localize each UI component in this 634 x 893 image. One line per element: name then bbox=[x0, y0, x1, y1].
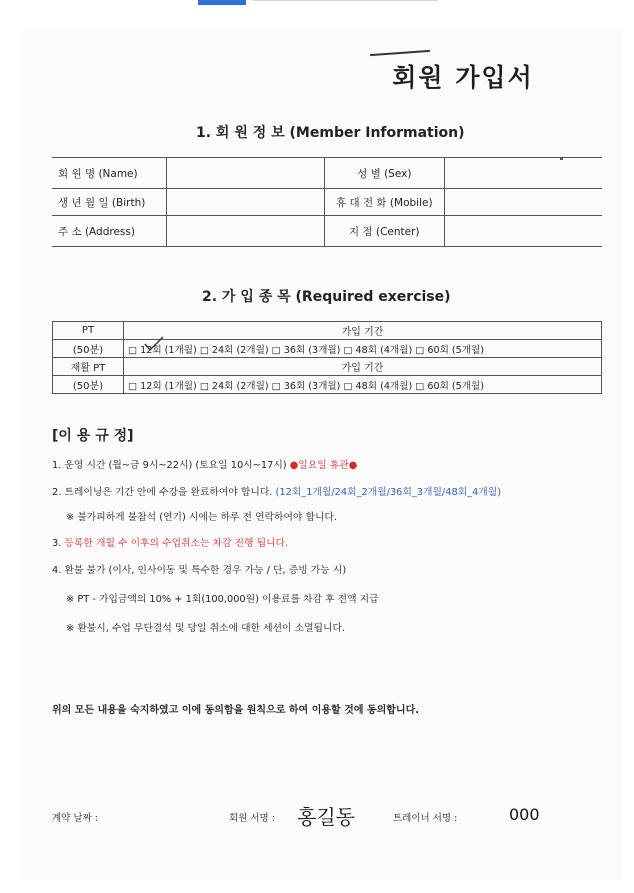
table-row bbox=[53, 322, 602, 340]
rule-2-note: ※ 불가피하게 불참석 (연기) 시에는 하루 전 연락하여야 합니다. bbox=[66, 512, 338, 523]
mobile-label: 휴 대 전 화 (Mobile) bbox=[324, 189, 444, 216]
rule-4: 4. 환불 불가 (이사, 인사이동 및 특수한 경우 가능 / 단, 증빙 가능 시) bbox=[52, 565, 347, 576]
pt-category: PT bbox=[53, 322, 124, 340]
name-field[interactable] bbox=[166, 158, 324, 189]
rules-heading: [이 용 규 정] bbox=[52, 428, 134, 444]
table-row bbox=[52, 189, 602, 216]
rule-2-text: 2. 트레이닝은 기간 안에 수강을 완료하여야 합니다. bbox=[52, 487, 276, 498]
rehab-pt-duration: (50분) bbox=[53, 376, 124, 394]
rule-1-highlight: ●일요일 휴관● bbox=[289, 460, 358, 471]
table-row bbox=[53, 358, 602, 376]
center-field[interactable] bbox=[444, 216, 602, 247]
table-row bbox=[53, 340, 602, 358]
rule-3-number: 3. bbox=[52, 538, 65, 549]
birth-field[interactable] bbox=[166, 189, 324, 216]
name-label: 회 원 명 (Name) bbox=[52, 158, 166, 189]
rule-1 bbox=[52, 457, 357, 471]
member-signature-label: 회원 서명 : bbox=[229, 813, 275, 824]
checkmark-icon bbox=[143, 335, 165, 353]
table-row bbox=[53, 376, 602, 394]
member-signature-field[interactable]: 홍길동 bbox=[297, 805, 355, 829]
center-label: 지 점 (Center) bbox=[324, 216, 444, 247]
trainer-signature-label: 트레이너 서명 : bbox=[393, 813, 458, 824]
table-row bbox=[52, 216, 602, 247]
sex-label: 성 별 (Sex) bbox=[324, 158, 444, 189]
rule-3 bbox=[52, 535, 288, 549]
exercise-table bbox=[52, 321, 602, 394]
member-info-table bbox=[52, 157, 602, 247]
exercise-heading: 2. 가 입 종 목 (Required exercise) bbox=[202, 289, 451, 305]
sex-field[interactable] bbox=[444, 158, 602, 189]
pt-period-label: 가입 기간 bbox=[124, 322, 602, 340]
rule-1-text: 1. 운영 시간 (월~금 9시~22시) (토요일 10시~17시) bbox=[52, 460, 290, 471]
rule-2-highlight: (12회_1개월/24회_2개월/36회_3개월/48회_4개월) bbox=[275, 487, 502, 498]
contract-date-label: 계약 날짜 : bbox=[52, 813, 98, 824]
rehab-pt-period-label: 가입 기간 bbox=[124, 358, 602, 376]
mobile-field[interactable] bbox=[444, 189, 602, 216]
address-field[interactable] bbox=[166, 216, 324, 247]
form-title: 회원 가입서 bbox=[392, 63, 534, 92]
birth-label: 생 년 월 일 (Birth) bbox=[52, 189, 166, 216]
top-accent-bar bbox=[198, 0, 246, 5]
pt-duration: (50분) bbox=[53, 340, 124, 358]
trainer-signature-field[interactable]: 000 bbox=[509, 805, 540, 824]
rule-3-text: 등록한 개월 수 이후의 수업취소는 차감 진행 됩니다. bbox=[64, 538, 289, 549]
table-row bbox=[52, 158, 602, 189]
address-label: 주 소 (Address) bbox=[52, 216, 166, 247]
rehab-pt-options[interactable]: □ 12회 (1개월) □ 24회 (2개월) □ 36회 (3개월) □ 48회 (4개월) □ 60회 (5개월) bbox=[124, 376, 602, 394]
member-info-heading: 1. 회 원 정 보 (Member Information) bbox=[196, 125, 465, 141]
rule-4-note-2: ※ 환불시, 수업 무단결석 및 당일 취소에 대한 세션이 소멸됩니다. bbox=[66, 623, 346, 634]
rehab-pt-category: 재활 PT bbox=[53, 358, 124, 376]
top-divider bbox=[252, 0, 438, 1]
pt-options[interactable]: □ 12회 (1개월) □ 24회 (2개월) □ 36회 (3개월) □ 48회 (4개월) □ 60회 (5개월) bbox=[124, 340, 602, 358]
rule-4-note-1: ※ PT - 가입금액의 10% + 1회(100,000원) 이용료를 차감 후 전액 지급 bbox=[66, 594, 379, 605]
rule-2 bbox=[52, 484, 501, 498]
agreement-statement: 위의 모든 내용을 숙지하였고 이에 동의함을 원칙으로 하여 이용할 것에 동의합니다. bbox=[52, 705, 420, 716]
